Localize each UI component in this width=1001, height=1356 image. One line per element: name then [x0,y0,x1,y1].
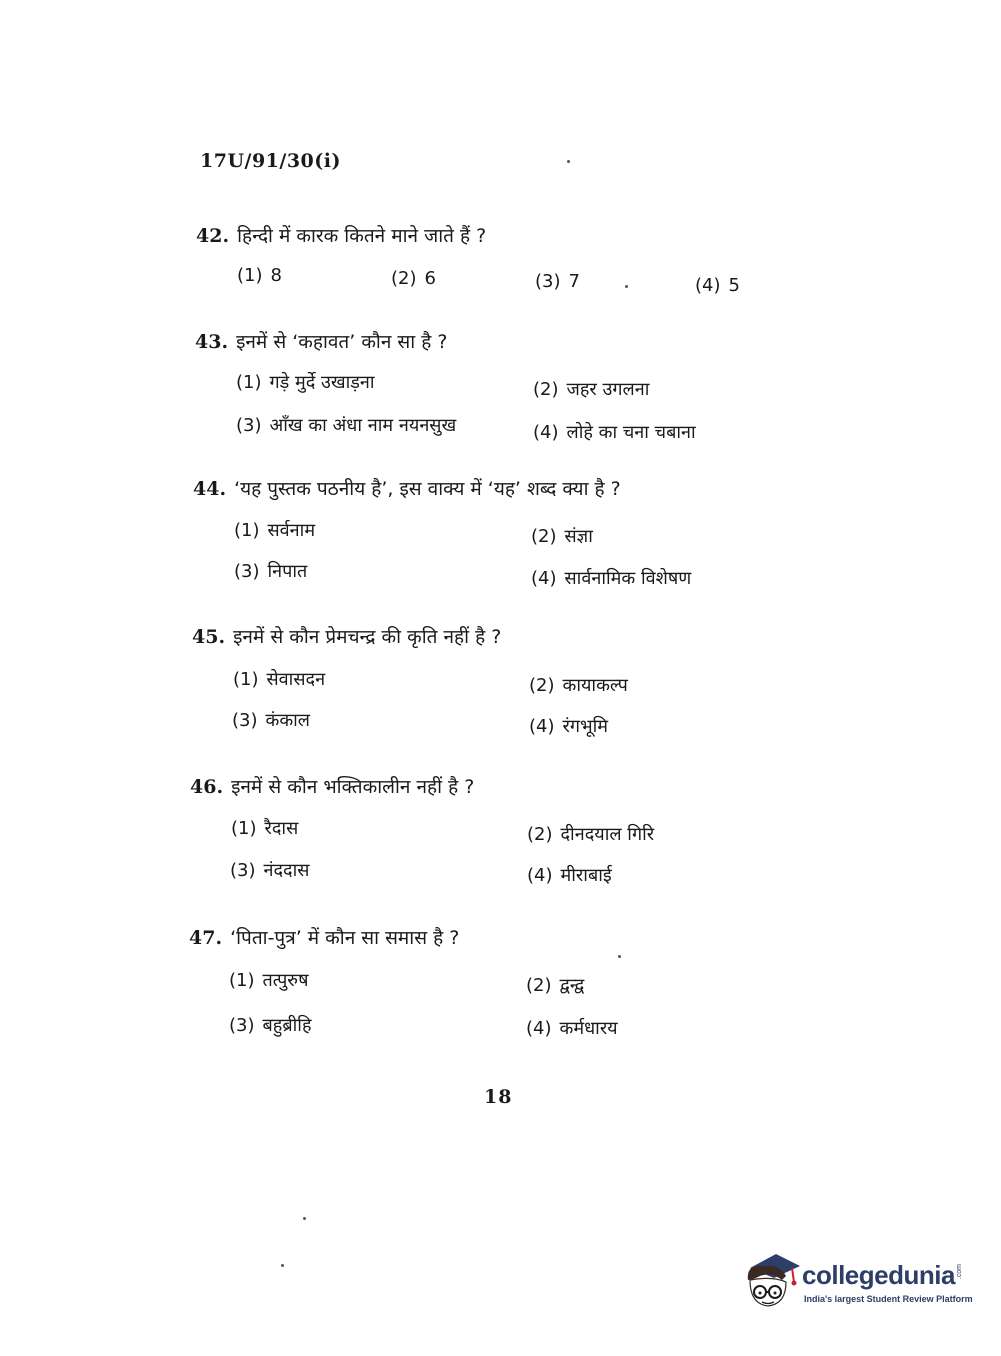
option-44-2: (2) संज्ञा [531,526,593,547]
scan-speck [281,1264,284,1267]
option-46-1: (1) रैदास [231,818,299,839]
question-45 [192,623,501,649]
question-43 [195,328,447,354]
scan-speck [303,1217,306,1220]
question-46 [190,773,474,799]
option-44-3: (3) निपात [234,561,308,582]
option-47-4: (4) कर्मधारय [526,1018,618,1039]
scan-speck [625,285,628,288]
question-text: इनमें से ‘कहावत’ कौन सा है ? [236,331,448,353]
option-44-4: (4) सार्वनामिक विशेषण [531,568,692,589]
option-44-1: (1) सर्वनाम [234,520,316,541]
question-number: 45. [192,626,226,648]
question-42 [196,222,486,248]
question-47 [189,924,459,950]
question-number: 47. [189,927,223,949]
question-44 [193,475,621,501]
question-number: 43. [195,331,229,353]
logo-tagline: India's largest Student Review Platform [804,1294,973,1304]
option-45-1: (1) सेवासदन [233,669,326,690]
question-number: 46. [190,776,224,798]
collegedunia-logo [742,1250,972,1314]
question-text: इनमें से कौन भक्तिकालीन नहीं है ? [231,776,475,798]
option-46-2: (2) दीनदयाल गिरि [527,824,655,845]
mascot-icon [742,1250,800,1314]
option-43-2: (2) जहर उगलना [533,379,650,400]
page-number: 18 [484,1086,513,1108]
question-number: 44. [193,478,227,500]
logo-brand: collegedunia [802,1260,955,1290]
option-45-3: (3) कंकाल [232,710,311,731]
scan-speck [618,955,621,958]
question-number: 42. [196,225,230,247]
option-46-3: (3) नंददास [230,860,310,881]
question-text: हिन्दी में कारक कितने माने जाते हैं ? [237,225,487,247]
option-43-1: (1) गड़े मुर्दे उखाड़ना [236,372,375,393]
option-42-4: (4) 5 [695,275,740,296]
option-43-3: (3) आँख का अंधा नाम नयनसुख [236,415,457,436]
question-text: ‘पिता-पुत्र’ में कौन सा समास है ? [230,927,460,949]
option-46-4: (4) मीराबाई [527,865,612,886]
option-45-4: (4) रंगभूमि [529,716,609,737]
option-42-1: (1) 8 [237,265,282,286]
option-47-2: (2) द्वन्द्व [526,975,585,996]
question-text: इनमें से कौन प्रेमचन्द्र की कृति नहीं है ? [233,626,502,648]
option-43-4: (4) लोहे का चना चबाना [533,422,696,443]
question-text: ‘यह पुस्तक पठनीय है’, इस वाक्य में ‘यह’ शब्द क्या है ? [234,478,621,500]
paper-code: 17U/91/30(i) [200,150,341,172]
option-47-3: (3) बहुब्रीहि [229,1015,312,1036]
option-45-2: (2) कायाकल्प [529,675,628,696]
scan-speck [567,160,570,163]
option-42-2: (2) 6 [391,268,436,289]
logo-suffix: .com [956,1264,963,1280]
option-47-1: (1) तत्पुरुष [229,970,309,991]
option-42-3: (3) 7 [535,271,580,292]
